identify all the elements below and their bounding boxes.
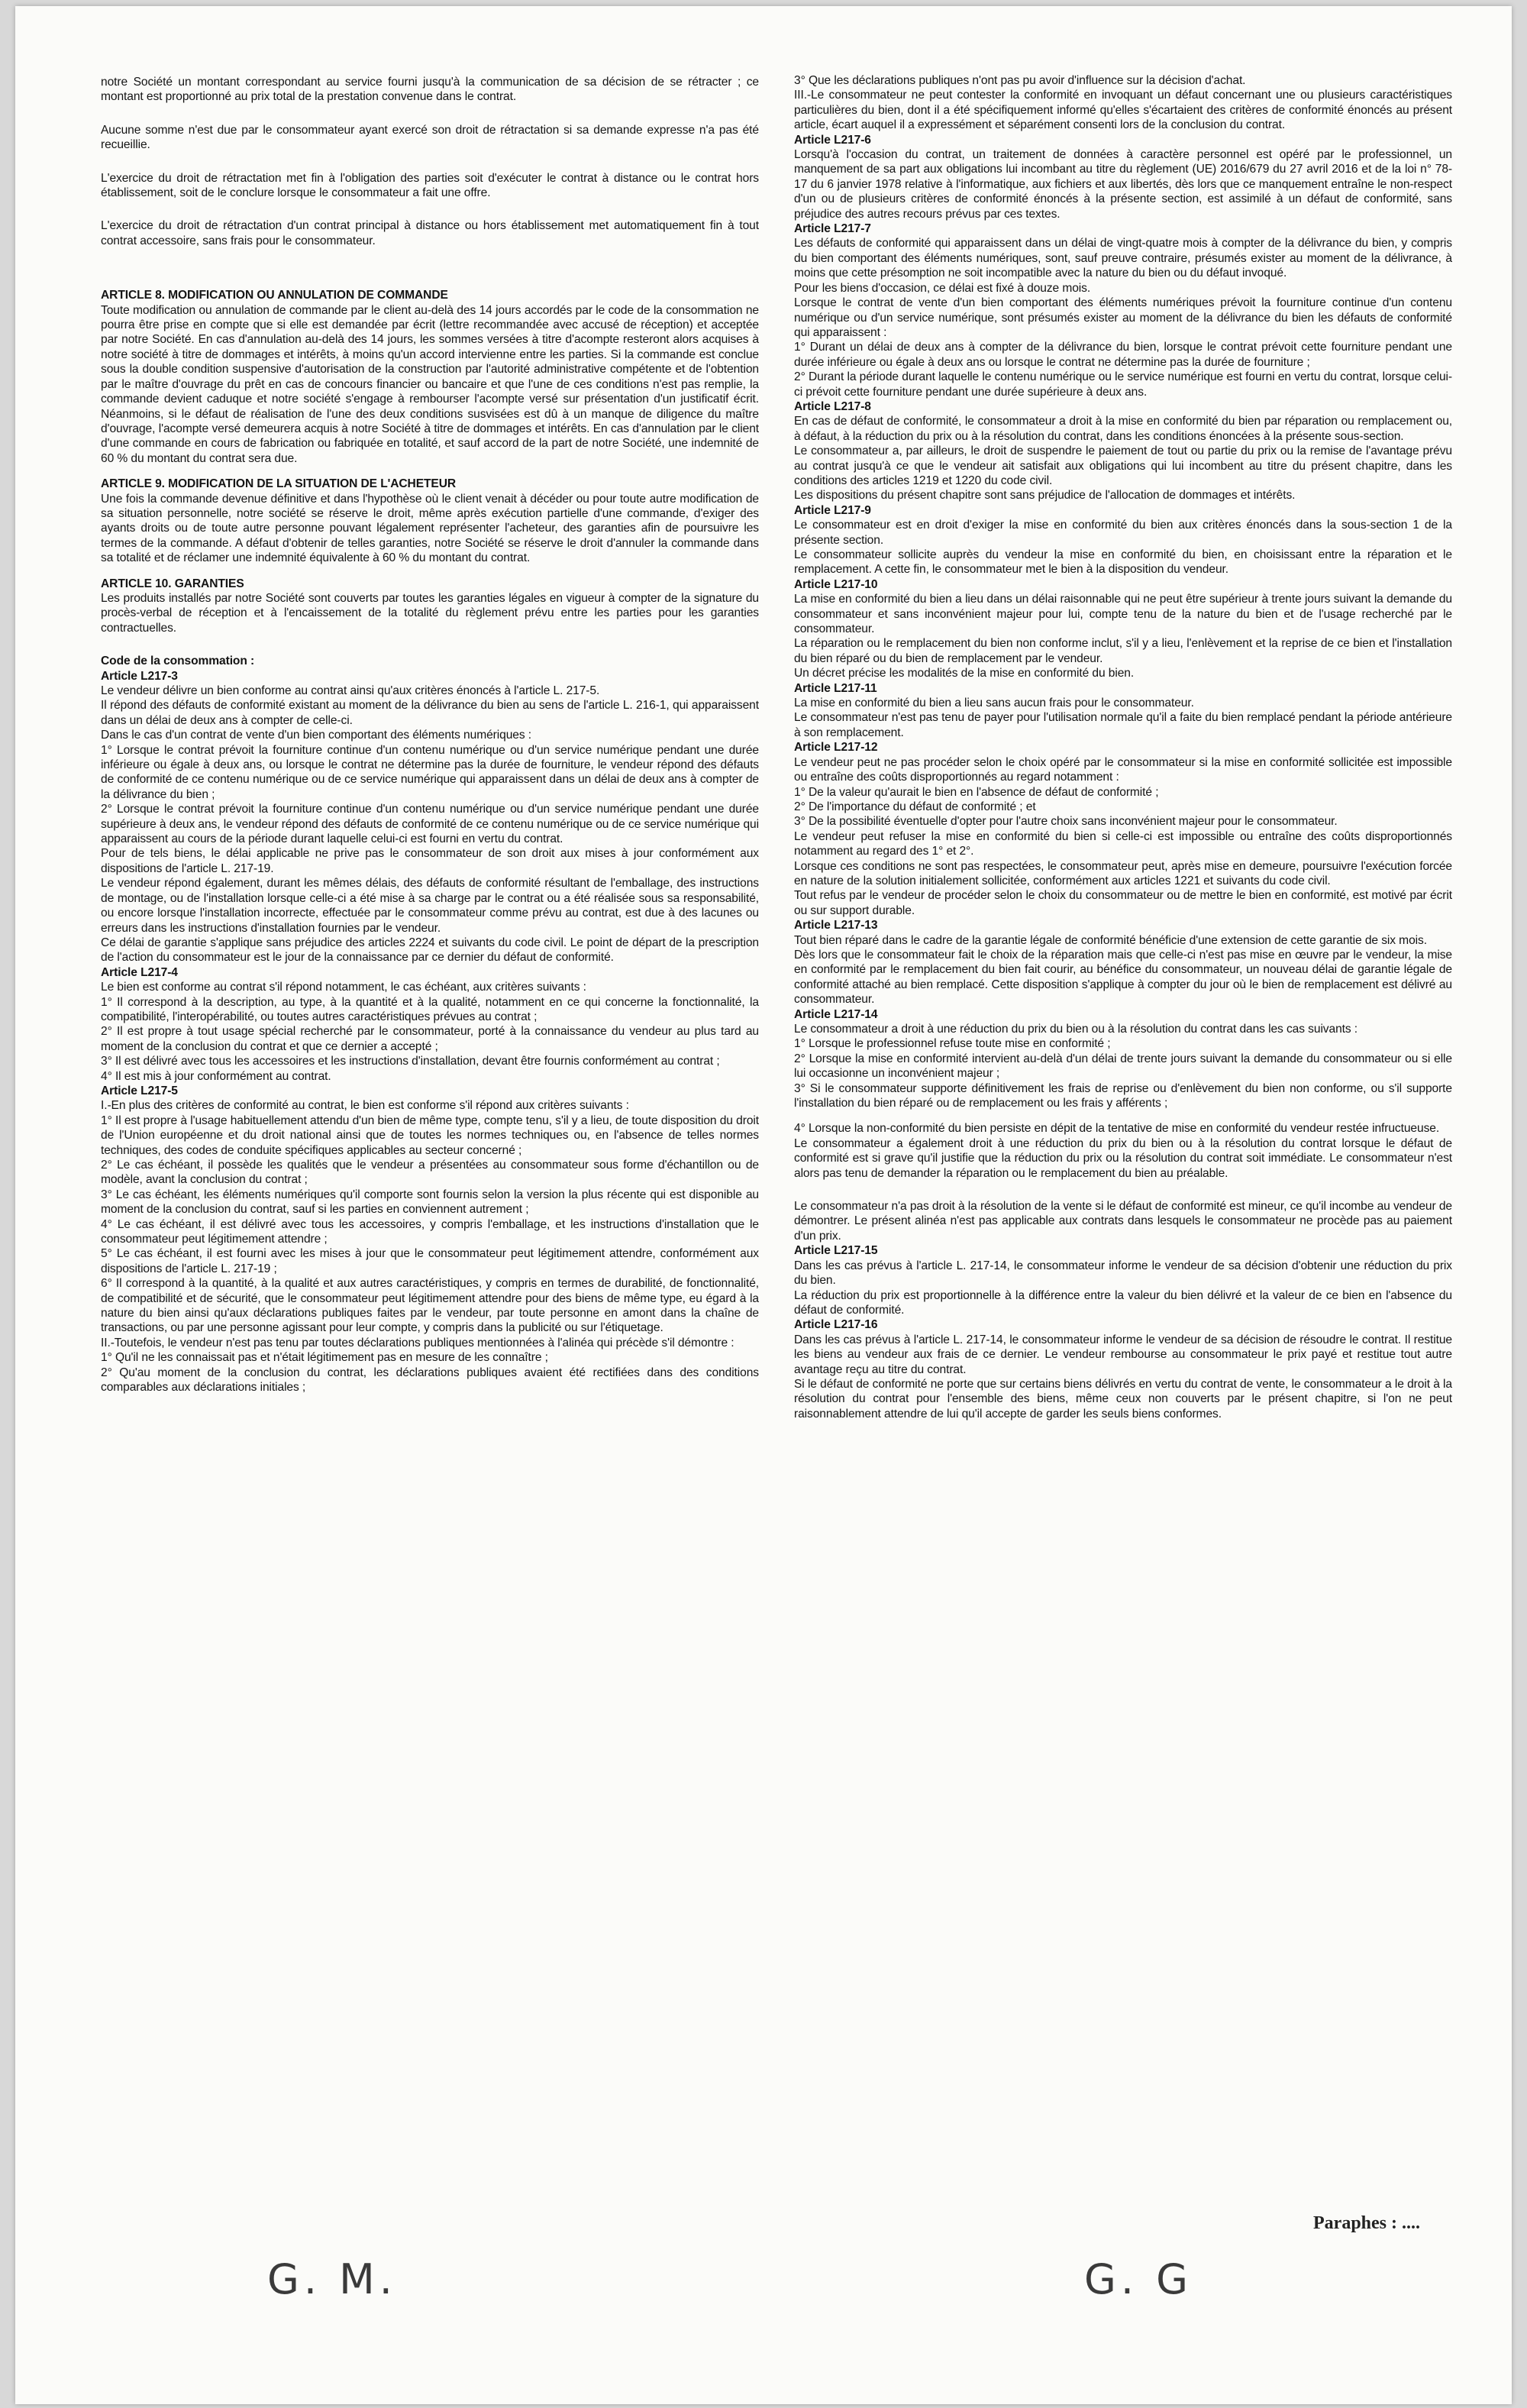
- paragraph: La mise en conformité du bien a lieu sans aucun frais pour le consommateur.: [794, 697, 1194, 710]
- paragraph: Lorsqu'à l'occasion du contrat, un traitement de données à caractère personnel est opéré par le professionnel, un manquement de sa part aux obligations lui incombant au titre du règlement (UE) 2016/679 du 27 avril 2016 et de la loi n° 78-17 du 6 janvier 1978 relative à l'informatique, aux fichiers et aux libertés, dès lors que ce manquement entraîne le non-respect d'un ou de plusieurs critères de conformité énoncés à la présente section, est assimilé à un défaut de conformité, sans préjudice des autres recours prévus par ces textes.: [794, 148, 1452, 221]
- paragraph: Aucune somme n'est due par le consommateur ayant exercé son droit de rétractation si sa demande expresse n'a pas été recueillie.: [101, 123, 759, 152]
- paragraph: Le consommateur a également droit à une réduction du prix du bien ou à la résolution du contrat lorsque le défaut de conformité est si grave qu'il justifie que la réduction du prix ou la résolution du contrat soit immédiate. Le consommateur n'est alors pas tenu de demander la réparation ou le remplacement du bien au préalable.: [794, 1136, 1452, 1180]
- paragraph: 2° Lorsque le contrat prévoit la fourniture continue d'un contenu numérique ou d'un service numérique pendant une durée supérieure à deux ans, le vendeur répond des défauts de conformité de ce contenu numérique ou de ce service numérique qui apparaissent au cours de la période durant laquelle celui-ci est fourni en vertu du contrat.: [101, 803, 759, 846]
- paragraph: 1° Lorsque le professionnel refuse toute mise en conformité ;: [794, 1037, 1111, 1051]
- paragraph: 1° Durant un délai de deux ans à compter de la délivrance du bien, lorsque le contrat prévoit cette fourniture pendant une durée inférieure ou égale à deux ans ou lorsque le contrat ne détermine pas la durée de fourniture ;: [794, 341, 1452, 369]
- paragraph: Un décret précise les modalités de la mise en conformité du bien.: [794, 667, 1135, 680]
- paragraph: Le vendeur peut ne pas procéder selon le choix opéré par le consommateur si la mise en conformité sollicitée est impossible ou entraîne des coûts disproportionnés au regard notamment :: [794, 755, 1452, 784]
- paragraph: Pour de tels biens, le délai applicable ne prive pas le consommateur de son droit aux mises à jour conformément aux dispositions de l'article L. 217-19.: [101, 847, 759, 875]
- paraphes-label: Paraphes : ....: [1313, 2213, 1420, 2233]
- article-heading: Article L217-11: [794, 681, 877, 695]
- paragraph: 1° De la valeur qu'aurait le bien en l'absence de défaut de conformité ;: [794, 785, 1159, 799]
- paragraph: Le consommateur a, par ailleurs, le droit de suspendre le paiement de tout ou partie du prix ou la remise de l'avantage prévu au contrat jusqu'à ce que le vendeur ait satisfait aux obligations qui lui incombent au titre du présent chapitre, dans les conditions des articles 1219 et 1220 du code civil.: [794, 444, 1452, 487]
- paragraph: 1° Lorsque le contrat prévoit la fourniture continue d'un contenu numérique ou d'un service numérique pendant une durée inférieure ou égale à deux ans, ou lorsque le contrat ne détermine pas la durée de fourniture, le vendeur répond des défauts de conformité de ce contenu numérique ou de ce service numérique qui apparaissent dans un délai de deux ans à compter de la délivrance du bien ;: [101, 743, 759, 801]
- paragraph: 5° Le cas échéant, il est fourni avec les mises à jour que le consommateur peut légitimement attendre, conformément aux dispositions de l'article L. 217-19 ;: [101, 1247, 759, 1275]
- paragraph: Dans le cas d'un contrat de vente d'un bien comportant des éléments numériques :: [101, 729, 531, 742]
- paragraph: 1° Qu'il ne les connaissait pas et n'était légitimement pas en mesure de les connaître ;: [101, 1351, 548, 1365]
- paragraph: Dans les cas prévus à l'article L. 217-14, le consommateur informe le vendeur de sa décision de résoudre le contrat. Il restitue les biens au vendeur aux frais de ce dernier. Le vendeur rembourse au consommateur le prix payé et restitue tout autre avantage reçu au titre du contrat.: [794, 1333, 1452, 1376]
- paragraph: Le consommateur sollicite auprès du vendeur la mise en conformité du bien, en choisissant entre la réparation et le remplacement. A cette fin, le consommateur met le bien à la disposition du vendeur.: [794, 548, 1452, 577]
- paragraph: En cas de défaut de conformité, le consommateur a droit à la mise en conformité du bien par réparation ou remplacement ou, à défaut, à la réduction du prix ou à la résolution du contrat, dans les conditions énoncées à la présente sous-section.: [794, 415, 1452, 443]
- paragraph: Tout refus par le vendeur de procéder selon le choix du consommateur ou de mettre le bien en conformité, est motivé par écrit ou sur support durable.: [794, 889, 1452, 917]
- paragraph: Le consommateur n'est pas tenu de payer pour l'utilisation normale qu'il a faite du bien remplacé pendant la période antérieure à son remplacement.: [794, 711, 1452, 739]
- handwritten-initials-right: G. G: [1084, 2255, 1193, 2303]
- paragraph: 3° Que les déclarations publiques n'ont pas pu avoir d'influence sur la décision d'achat.: [794, 74, 1246, 87]
- article-heading: Article L217-16: [794, 1318, 878, 1332]
- article-heading: Article L217-3: [101, 669, 178, 683]
- paragraph: La réduction du prix est proportionnelle à la différence entre la valeur du bien délivré et la valeur de ce bien en l'absence du défaut de conformité.: [794, 1288, 1452, 1317]
- paragraph: Dans les cas prévus à l'article L. 217-14, le consommateur informe le vendeur de sa décision d'obtenir une réduction du prix du bien.: [794, 1259, 1452, 1288]
- right-column: [794, 73, 1452, 1421]
- paragraph: 1° Il est propre à l'usage habituellement attendu d'un bien de même type, compte tenu, s'il y a lieu, de toute disposition du droit de l'Union européenne et du droit national ainsi que de toutes les normes techniques ou, en l'absence de telles normes techniques, des codes de conduite spécifiques applicables au secteur concerné ;: [101, 1113, 759, 1157]
- paragraph: 2° Durant la période durant laquelle le contenu numérique ou le service numérique est fourni en vertu du contrat, lorsque celui-ci prévoit cette fourniture pendant une durée supérieure à deux ans.: [794, 370, 1452, 399]
- paragraph: 4° Lorsque la non-conformité du bien persiste en dépit de la tentative de mise en conformité du vendeur restée infructueuse.: [794, 1122, 1440, 1136]
- article-heading: Article L217-6: [794, 133, 871, 147]
- paragraph: 4° Le cas échéant, il est délivré avec tous les accessoires, y compris l'emballage, et les instructions d'installation que le consommateur peut légitimement attendre ;: [101, 1217, 759, 1246]
- left-column: [101, 75, 759, 1395]
- article-8-title: ARTICLE 8. MODIFICATION OU ANNULATION DE COMMANDE: [101, 289, 448, 302]
- article-heading: Article L217-5: [101, 1084, 178, 1097]
- article-heading: Article L217-14: [794, 1007, 878, 1021]
- paragraph: notre Société un montant correspondant au service fourni jusqu'à la communication de sa décision de se rétracter ; ce montant est proportionné au prix total de la prestation convenue dans le contrat.: [101, 76, 759, 104]
- paragraph: Lorsque le contrat de vente d'un bien comportant des éléments numériques prévoit la fourniture continue d'un contenu numérique ou d'un service numérique, sont présumés exister au moment de la délivrance du bien les défauts de conformité qui apparaissent :: [794, 296, 1452, 339]
- paragraph: II.-Toutefois, le vendeur n'est pas tenu par toutes déclarations publiques mentionnées à l'alinéa qui précède s'il démontre :: [101, 1336, 734, 1349]
- article-8-text: Toute modification ou annulation de commande par le client au-delà des 14 jours accordés par le code de la consommation ne pourra être prise en compte que si elle est demandée par écrit (lettre recommandée avec accusé de réception) et acceptée par notre Société. En cas d'annulation au-delà des 14 jours, les sommes versées à titre d'acompte resteront alors acquises à notre société à titre de dommages et intérêts, à moins qu'un accord intervienne entre les parties. Si la commande est conclue sous la double condition suspensive d'autorisation de la construction par l'autorité administrative compétente et de l'obtention par le maître d'ouvrage du prêt en cas de concours financier ou bancaire et que l'une de ces conditions n'est pas remplie, la commande devient caduque et notre société s'engage à rembourser l'acompte versé sur présentation d'un justificatif écrit. Néanmoins, si le défaut de réalisation de l'une des deux conditions susvisées est dû à un manque de diligence du maître d'ouvrage, l'acompte versé demeurera acquis à notre Société à titre de dommages et intérêts. En cas d'annulation par le client d'une commande en cours de fabrication ou fabriquée en totalité, et sauf accord de la part de notre Société, une indemnité de 60 % du montant du contrat sera due.: [101, 303, 759, 465]
- paragraph: Il répond des défauts de conformité existant au moment de la délivrance du bien au sens de l'article L. 216-1, qui apparaissent dans un délai de deux ans à compter de celle-ci.: [101, 699, 759, 727]
- paragraph: L'exercice du droit de rétractation d'un contrat principal à distance ou hors établissement met automatiquement fin à tout contrat accessoire, sans frais pour le consommateur.: [101, 219, 759, 247]
- paragraph: Lorsque ces conditions ne sont pas respectées, le consommateur peut, après mise en demeure, poursuivre l'exécution forcée en nature de la solution initialement sollicitée, conformément aux articles 1221 et suivants du code civil.: [794, 859, 1452, 887]
- article-heading: Article L217-10: [794, 577, 878, 591]
- article-9-text: Une fois la commande devenue définitive et dans l'hypothèse où le client venait à décéder ou pour toute autre modification de sa situation personnelle, notre société se réserve le droit, même après exécution partielle d'une commande, d'exiger des ayants droits ou de toute autre personne pouvant légalement représenter l'acheteur, des garanties afin de poursuivre les termes de la commande. A défaut d'obtenir de telles garanties, notre Société se réserve le droit d'annuler la commande dans sa totalité et de réclamer une indemnité équivalente à 60 % du montant du contrat.: [101, 492, 759, 565]
- article-10-title: ARTICLE 10. GARANTIES: [101, 577, 244, 590]
- paragraph: 1° Il correspond à la description, au type, à la quantité et à la qualité, notamment en ce qui concerne la fonctionnalité, la compatibilité, l'interopérabilité, ou toutes autres caractéristiques prévues au contrat ;: [101, 995, 759, 1023]
- paragraph: 6° Il correspond à la quantité, à la qualité et aux autres caractéristiques, y compris en termes de durabilité, de fonctionnalité, de compatibilité et de sécurité, que le consommateur peut légitimement attendre pour des biens de même type, eu égard à la nature du bien ainsi qu'aux déclarations publiques faites par le vendeur, par toute personne en amont dans la chaîne de transactions, ou par une personne agissant pour leur compte, y compris dans la publicité ou sur l'étiquetage.: [101, 1277, 759, 1335]
- paragraph: Le consommateur n'a pas droit à la résolution de la vente si le défaut de conformité est mineur, ce qu'il incombe au vendeur de démontrer. Le présent alinéa n'est pas applicable aux contrats dans lesquels le consommateur ne procède pas au paiement d'un prix.: [794, 1200, 1452, 1243]
- paragraph: 3° Le cas échéant, les éléments numériques qu'il comporte sont fournis selon la version la plus récente qui est disponible au moment de la conclusion du contrat, sauf si les parties en conviennent autrement ;: [101, 1188, 759, 1217]
- article-heading: Article L217-4: [101, 965, 178, 979]
- paragraph: Le vendeur répond également, durant les mêmes délais, des défauts de conformité résultant de l'emballage, des instructions de montage, ou de l'installation lorsque celle-ci a été mise à sa charge par le contrat ou a été réalisée sous sa responsabilité, ou encore lorsque l'installation incorrecte, effectuée par le consommateur comme prévu au contrat, est due à des lacunes ou erreurs dans les instructions d'installation fournies par le vendeur.: [101, 877, 759, 935]
- paragraph: L'exercice du droit de rétractation met fin à l'obligation des parties soit d'exécuter le contrat à distance ou le contrat hors établissement, soit de le conclure lorsque le consommateur a fait une offre.: [101, 171, 759, 200]
- paragraph: Les défauts de conformité qui apparaissent dans un délai de vingt-quatre mois à compter de la délivrance du bien, y compris du bien comportant des éléments numériques, sont, sauf preuve contraire, présumés exister au moment de la délivrance, à moins que cette présomption ne soit incompatible avec la nature du bien ou du défaut invoqué.: [794, 237, 1452, 280]
- paragraph: Le vendeur peut refuser la mise en conformité du bien si celle-ci est impossible ou entraîne des coûts disproportionnés notamment au regard des 1° et 2°.: [794, 829, 1452, 858]
- paragraph: 3° Il est délivré avec tous les accessoires et les instructions d'installation, devant être fournis conformément au contrat ;: [101, 1055, 720, 1068]
- paragraph: 2° Qu'au moment de la conclusion du contrat, les déclarations publiques avaient été rectifiées dans des conditions comparables aux déclarations initiales ;: [101, 1366, 759, 1395]
- article-heading: Article L217-8: [794, 399, 871, 413]
- document-page: [15, 6, 1512, 2404]
- paragraph: III.-Le consommateur ne peut contester la conformité en invoquant un défaut concernant une ou plusieurs caractéristiques particulières du bien, dont il a été spécifiquement informé qu'elles s'écartaient des critères de conformité énoncés au présent article, écart auquel il a expressément et séparément consenti lors de la conclusion du contrat.: [794, 89, 1452, 132]
- paragraph: La réparation ou le remplacement du bien non conforme inclut, s'il y a lieu, l'enlèvement et la reprise de ce bien et l'installation du bien réparé ou du bien de remplacement par le vendeur.: [794, 637, 1452, 665]
- paragraph: 2° Il est propre à tout usage spécial recherché par le consommateur, porté à la connaissance du vendeur au plus tard au moment de la conclusion du contrat et que ce dernier a accepté ;: [101, 1025, 759, 1053]
- paragraph: Ce délai de garantie s'applique sans préjudice des articles 2224 et suivants du code civil. Le point de départ de la prescription de l'action du consommateur est le jour de la connaissance par ce dernier du défaut de conformité.: [101, 936, 759, 965]
- paragraph: Dès lors que le consommateur fait le choix de la réparation mais que celle-ci n'est pas mise en œuvre par le vendeur, la mise en conformité par le remplacement du bien fait courir, au bénéfice du consommateur, un nouveau délai de garantie légale de conformité attaché au bien remplacé. Cette disposition s'applique à compter du jour où le bien de remplacement est délivré au consommateur.: [794, 948, 1452, 1007]
- paragraph: Les dispositions du présent chapitre sont sans préjudice de l'allocation de dommages et intérêts.: [794, 489, 1296, 503]
- code-consommation-heading: Code de la consommation :: [101, 655, 255, 668]
- paragraph: Tout bien réparé dans le cadre de la garantie légale de conformité bénéficie d'une extension de cette garantie de six mois.: [794, 933, 1427, 947]
- paragraph: 3° Si le consommateur supporte définitivement les frais de reprise ou d'enlèvement du bien non conforme, ou s'il supporte l'installation du bien réparé ou de remplacement ou les frais y afférents ;: [794, 1081, 1452, 1110]
- paragraph: 2° Le cas échéant, il possède les qualités que le vendeur a présentées au consommateur sous forme d'échantillon ou de modèle, avant la conclusion du contrat ;: [101, 1159, 759, 1187]
- paragraph: Le vendeur délivre un bien conforme au contrat ainsi qu'aux critères énoncés à l'article L. 217-5.: [101, 684, 600, 697]
- paragraph: 4° Il est mis à jour conformément au contrat.: [101, 1069, 331, 1083]
- article-9-title: ARTICLE 9. MODIFICATION DE LA SITUATION DE L'ACHETEUR: [101, 477, 457, 491]
- paragraph: Si le défaut de conformité ne porte que sur certains biens délivrés en vertu du contrat de vente, le consommateur a le droit à la résolution du contrat pour l'ensemble des biens, même ceux non couverts par le présent chapitre, si l'on ne peut raisonnablement attendre de lui qu'il accepte de garder les seuls biens conformes.: [794, 1377, 1452, 1421]
- paragraph: La mise en conformité du bien a lieu dans un délai raisonnable qui ne peut être supérieur à trente jours suivant la demande du consommateur et sans inconvénient majeur pour lui, compte tenu de la nature du bien et de l'usage recherché par le consommateur.: [794, 593, 1452, 636]
- paragraph: 2° De l'importance du défaut de conformité ; et: [794, 800, 1036, 813]
- handwritten-initials-left: G. M.: [267, 2255, 397, 2303]
- article-heading: Article L217-9: [794, 503, 871, 517]
- paragraph: Pour les biens d'occasion, ce délai est fixé à douze mois.: [794, 281, 1091, 295]
- paragraph: Le consommateur est en droit d'exiger la mise en conformité du bien aux critères énoncés dans la sous-section 1 de la présente section.: [794, 519, 1452, 547]
- paragraph: Le consommateur a droit à une réduction du prix du bien ou à la résolution du contrat dans les cas suivants :: [794, 1023, 1358, 1036]
- article-heading: Article L217-15: [794, 1244, 878, 1258]
- article-heading: Article L217-7: [794, 222, 871, 236]
- paragraph: Le bien est conforme au contrat s'il répond notamment, le cas échéant, aux critères suivants :: [101, 981, 586, 994]
- article-10-text: Les produits installés par notre Société sont couverts par toutes les garanties légales en vigueur à compter de la signature du procès-verbal de réception et à l'encaissement de la totalité du règlement prévu entre les parties pour les garanties contractuelles.: [101, 591, 759, 635]
- article-heading: Article L217-12: [794, 741, 878, 755]
- article-heading: Article L217-13: [794, 919, 878, 932]
- paragraph: 2° Lorsque la mise en conformité intervient au-delà d'un délai de trente jours suivant la demande du consommateur ou si elle lui occasionne un inconvénient majeur ;: [794, 1052, 1452, 1081]
- paragraph: I.-En plus des critères de conformité au contrat, le bien est conforme s'il répond aux critères suivants :: [101, 1099, 629, 1113]
- paragraph: 3° De la possibilité éventuelle d'opter pour l'autre choix sans inconvénient majeur pour le consommateur.: [794, 815, 1338, 829]
